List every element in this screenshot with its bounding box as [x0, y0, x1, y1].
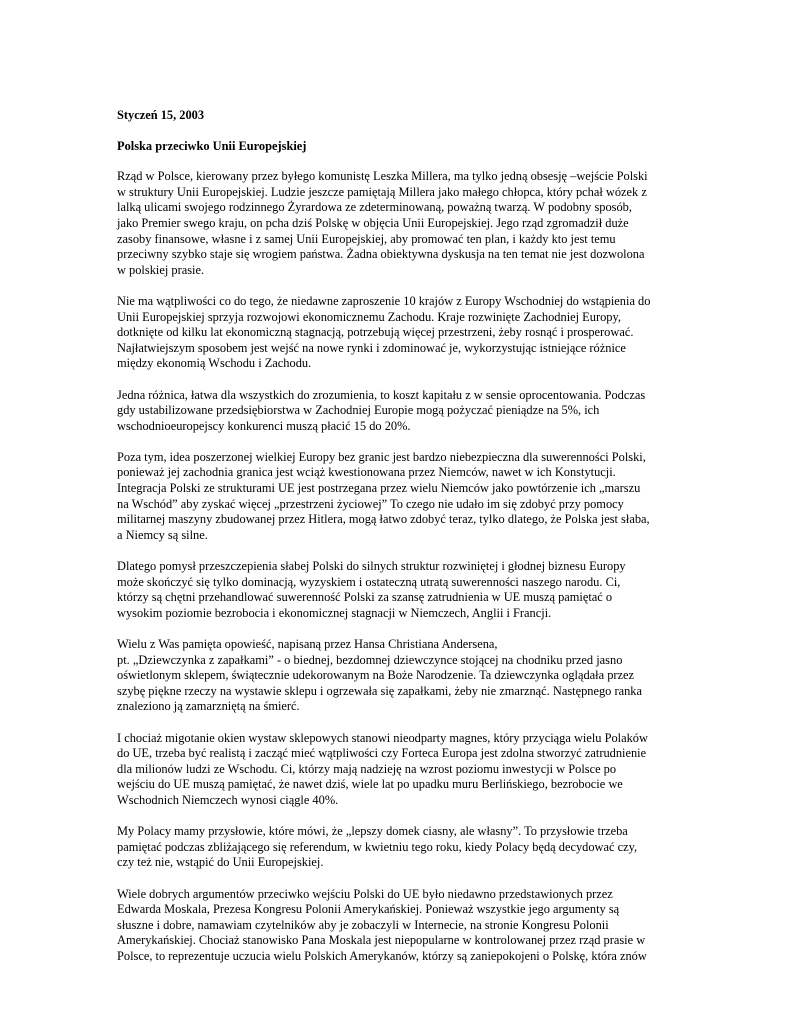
- paragraph: [117, 294, 685, 372]
- text-line: zasoby finansowe, własne i z samej Unii Europejskiej, aby promować ten plan, i każdy kto jest temu: [117, 231, 616, 246]
- paragraph: [117, 559, 685, 621]
- text-line: Dlatego pomysł przeszczepienia słabej Polski do silnych struktur rozwiniętej i głodnej biznesu Europy: [117, 559, 626, 574]
- text-line: Jedna różnica, łatwa dla wszystkich do zrozumienia, to koszt kapitału z w sensie oprocentowania. Podczas: [117, 387, 646, 402]
- document-body: [117, 169, 685, 964]
- text-line: ponieważ jej zachodnia granica jest wciąż kwestionowana przez Niemców, nawet w ich Konstytucji.: [117, 465, 616, 480]
- text-line: Wiele dobrych argumentów przeciwko wejściu Polski do UE było niedawno przedstawionych przez: [117, 886, 613, 901]
- text-line: przeciwny szybko staje się wrogiem państwa. Żadna obiektywna dyskusja na ten temat nie jest dozwolona: [117, 247, 645, 262]
- text-line: militarnej maszyny zbudowanej przez Hitlera, mogą łatwo zdobyć teraz, tylko dlatego, że Polska jest słaba,: [117, 512, 650, 527]
- text-line: między ekonomią Wschodu i Zachodu.: [117, 356, 312, 371]
- text-line: Unii Europejskiej sprzyja rozwojowi ekonomicznemu Zachodu. Kraje rozwinięte Zachodniej Europy,: [117, 309, 621, 324]
- text-line: Poza tym, idea poszerzonej wielkiej Europy bez granic jest bardzo niebezpieczna dla suwerenności Polski,: [117, 449, 646, 464]
- document-title: Polska przeciwko Unii Europejskiej: [117, 138, 307, 153]
- text-line: znaleziono ją zamarzniętą na śmierć.: [117, 699, 300, 714]
- text-line: wschodnioeuropejscy konkurenci muszą płacić 15 do 20%.: [117, 418, 411, 433]
- text-line: oświetlonym sklepem, świątecznie udekorowanym na Boże Narodzenie. Ta dziewczynka oglądała przez: [117, 668, 635, 683]
- text-line: czy też nie, wstąpić do Unii Europejskiej.: [117, 855, 324, 870]
- text-line: Edwarda Moskala, Prezesa Kongresu Polonii Amerykańskiej. Ponieważ wszystkie jego argumenty są: [117, 902, 620, 917]
- paragraph: [117, 731, 685, 809]
- paragraph: [117, 887, 685, 965]
- text-line: wejściu do UE muszą pamiętać, że nawet dziś, wiele lat po upadku muru Berlińskiego, bezrobocie we: [117, 777, 623, 792]
- text-line: pt. „Dziewczynka z zapałkami” - o biednej, bezdomnej dziewczynce stojącej na chodniku przed jasno: [117, 652, 623, 667]
- text-line: Najłatwiejszym sposobem jest wejść na nowe rynki i zdominować je, wykorzystując istniejące różnice: [117, 340, 626, 355]
- text-line: jako Premier swego kraju, on pcha dziś Polskę w objęcia Unii Europejskiej. Jego rząd zgromadził duże: [117, 215, 629, 230]
- text-line: Polsce, to reprezentuje uczucia wielu Polskich Amerykanów, którzy są zaniepokojeni o Polskę, która znów: [117, 948, 647, 963]
- text-line: Rząd w Polsce, kierowany przez byłego komunistę Leszka Millera, ma tylko jedną obsesję –wejście Polski: [117, 169, 648, 184]
- text-line: My Polacy mamy przysłowie, które mówi, że „lepszy domek ciasny, ale własny”. To przysłowie trzeba: [117, 824, 628, 839]
- text-line: Wielu z Was pamięta opowieść, napisaną przez Hansa Christiana Andersena,: [117, 637, 498, 651]
- text-line: w struktury Unii Europejskiej. Ludzie jeszcze pamiętają Millera jako małego chłopca, który pchał wózek z: [117, 184, 647, 199]
- text-line: w polskiej prasie.: [117, 262, 205, 277]
- document-date: Styczeń 15, 2003: [117, 108, 205, 122]
- text-line: którzy są chętni przehandlować suwerenność Polski za szansę zatrudnienia w UE muszą pamiętać o: [117, 590, 613, 605]
- paragraph: [117, 450, 685, 544]
- text-line: lalką ulicami swojego rodzinnego Żyrardowa ze zdeterminowaną, poważną twarzą. W podobny sposób,: [117, 200, 632, 215]
- text-line: Amerykańskiej. Chociaż stanowisko Pana Moskala jest niepopularne w kontrolowanej przez rząd prasie w: [117, 933, 646, 948]
- paragraph: [117, 169, 685, 278]
- document-page: [117, 108, 685, 980]
- text-line: I chociaż migotanie okien wystaw sklepowych stanowi nieodparty magnes, który przyciąga wielu Polaków: [117, 730, 648, 745]
- text-line: Nie ma wątpliwości co do tego, że niedawne zaproszenie 10 krajów z Europy Wschodniej do wstąpienia do: [117, 293, 651, 308]
- text-line: dotknięte od kilku lat ekonomiczną stagnacją, potrzebują więcej przestrzeni, żeby rosnąć i prosperować.: [117, 325, 634, 340]
- text-line: a Niemcy są silne.: [117, 527, 208, 542]
- paragraph: [117, 824, 685, 871]
- text-line: na Wschód” aby zyskać więcej „przestrzeni życiowej” To czego nie udało im się zdobyć przy pomocy: [117, 496, 624, 511]
- text-line: dla milionów ludzi ze Wschodu. Ci, którzy mają nadzieję na wzrost poziomu inwestycji w Polsce po: [117, 761, 617, 776]
- text-line: może skończyć się tylko dominacją, wyzyskiem i ostateczną utratą suwerenności naszego narodu. Ci,: [117, 574, 621, 589]
- text-line: Wschodnich Niemczech wynosi ciągle 40%.: [117, 792, 339, 807]
- text-line: Integracja Polski ze strukturami UE jest postrzegana przez wielu Niemców jako powtórzenie ich „marszu: [117, 481, 641, 496]
- text-line: pamiętać podczas zbliżającego się referendum, w kwietniu tego roku, kiedy Polacy będą decydować czy,: [117, 839, 638, 854]
- paragraph: [117, 637, 685, 715]
- text-line: słuszne i dobre, namawiam czytelników aby je zobaczyli w Internecie, na stronie Kongresu Polonii: [117, 917, 609, 932]
- text-line: wysokim poziomie bezrobocia i ekonomicznej stagnacji w Niemczech, Anglii i Francji.: [117, 605, 552, 620]
- text-line: gdy ustabilizowane przedsiębiorstwa w Zachodniej Europie mogą pożyczać pieniądze na 5%, ich: [117, 403, 600, 418]
- text-line: do UE, trzeba być realistą i zacząć mieć wątpliwości czy Forteca Europa jest zdolna stworzyć zatrudnienie: [117, 746, 647, 761]
- text-line: szybę piękne rzeczy na wystawie sklepu i ogrzewała się zapałkami, żeby nie zmarznąć. Następnego ranka: [117, 683, 642, 698]
- paragraph: [117, 388, 685, 435]
